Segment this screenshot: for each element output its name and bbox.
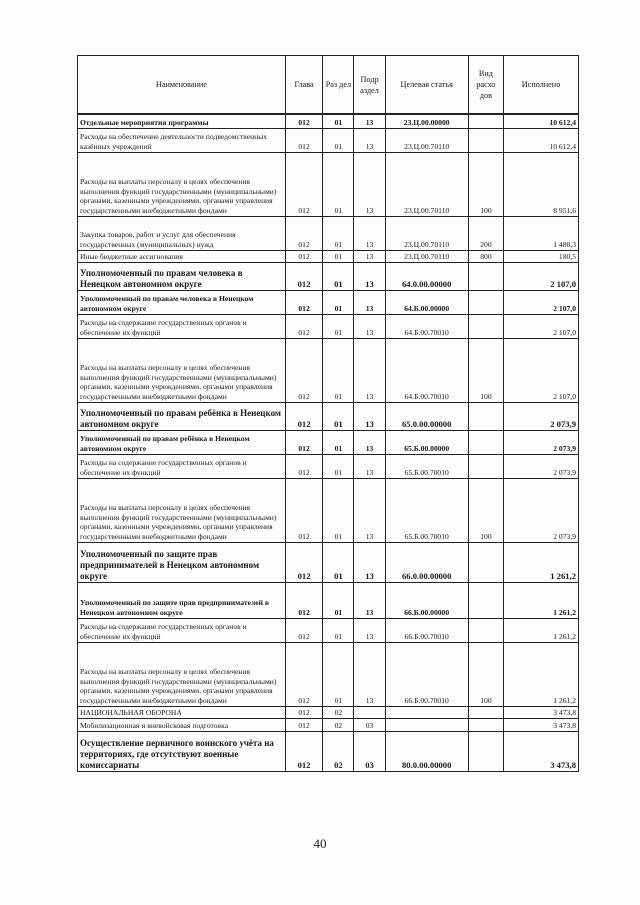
row-target — [385, 718, 468, 731]
row-chapter: 012 — [285, 262, 322, 290]
row-name: НАЦИОНАЛЬНАЯ ОБОРОНА — [78, 706, 286, 718]
row-amount: 10 612,4 — [504, 128, 579, 152]
row-section: 01 — [323, 262, 354, 290]
row-type: 100 — [468, 152, 503, 216]
row-type: 800 — [468, 250, 503, 262]
row-amount: 10 612,4 — [504, 114, 579, 128]
row-chapter: 012 — [285, 430, 322, 454]
row-target: 64.Б.00.70010 — [385, 314, 468, 338]
row-name: Расходы на выплаты персоналу в целях обеспечения выполнения функций государственными (муниципальными) органами, казенными учреждениями, органами управления государственными внебюджетными фондами — [78, 152, 286, 216]
row-name: Уполномоченный по правам человека в Ненецком автономном округе — [78, 262, 286, 290]
row-subsection: 13 — [354, 454, 385, 478]
row-subsection: 13 — [354, 542, 385, 582]
table-row — [78, 152, 579, 216]
row-name: Отдельные мероприятия программы — [78, 114, 286, 128]
row-chapter: 012 — [285, 618, 322, 642]
row-subsection: 03 — [354, 718, 385, 731]
table-row — [78, 478, 579, 542]
row-name: Уполномоченный по защите прав предпринимателей в Ненецком автономном округе — [78, 542, 286, 582]
row-subsection: 13 — [354, 314, 385, 338]
row-target: 23.Ц.00.00000 — [385, 114, 468, 128]
row-section: 02 — [323, 706, 354, 718]
table-row — [78, 430, 579, 454]
row-type — [468, 314, 503, 338]
row-name: Расходы на содержание государственных органов и обеспечение их функций — [78, 454, 286, 478]
table-header-row — [78, 56, 579, 115]
row-target: 66.0.00.00000 — [385, 542, 468, 582]
row-type: 100 — [468, 478, 503, 542]
row-type — [468, 582, 503, 618]
row-chapter: 012 — [285, 114, 322, 128]
table-row — [78, 582, 579, 618]
row-subsection: 13 — [354, 250, 385, 262]
row-target: 23.Ц.00.70110 — [385, 250, 468, 262]
table-row — [78, 314, 579, 338]
row-chapter: 012 — [285, 478, 322, 542]
row-name: Мобилизационная и вневойсковая подготовка — [78, 718, 286, 731]
row-section: 02 — [323, 731, 354, 771]
row-amount: 2 107,0 — [504, 314, 579, 338]
table-row — [78, 706, 579, 718]
row-amount: 3 473,8 — [504, 718, 579, 731]
row-amount: 1 261,2 — [504, 582, 579, 618]
col-header-expense-type: Вид расхо дов — [468, 56, 503, 115]
row-type — [468, 290, 503, 314]
table-row — [78, 542, 579, 582]
row-subsection: 13 — [354, 478, 385, 542]
row-section: 01 — [323, 454, 354, 478]
row-target — [385, 706, 468, 718]
row-chapter: 012 — [285, 216, 322, 250]
row-name: Расходы на выплаты персоналу в целях обеспечения выполнения функций государственными (муниципальными) органами, казенными учреждениями, органами управления государственными внебюджетными фондами — [78, 338, 286, 402]
row-target: 23.Ц.00.70110 — [385, 128, 468, 152]
row-subsection: 13 — [354, 642, 385, 706]
row-name: Расходы на содержание государственных органов и обеспечение их функций — [78, 618, 286, 642]
row-section: 01 — [323, 478, 354, 542]
row-subsection — [354, 706, 385, 718]
row-target: 65.Б.00.00000 — [385, 430, 468, 454]
row-chapter: 012 — [285, 314, 322, 338]
budget-table — [77, 55, 579, 772]
row-amount: 1 480,3 — [504, 216, 579, 250]
col-header-executed: Исполнено — [504, 56, 579, 115]
row-section: 01 — [323, 290, 354, 314]
table-row — [78, 262, 579, 290]
table-row — [78, 250, 579, 262]
table-row — [78, 731, 579, 771]
row-name: Иные бюджетные ассигнования — [78, 250, 286, 262]
row-target: 65.Б.00.70010 — [385, 478, 468, 542]
row-section: 01 — [323, 642, 354, 706]
row-chapter: 012 — [285, 152, 322, 216]
page-number: 40 — [313, 836, 327, 851]
row-amount: 1 261,2 — [504, 542, 579, 582]
row-type: 200 — [468, 216, 503, 250]
row-amount: 2 107,0 — [504, 338, 579, 402]
row-amount: 2 073,9 — [504, 454, 579, 478]
row-type — [468, 542, 503, 582]
row-chapter: 012 — [285, 642, 322, 706]
row-target: 80.0.00.00000 — [385, 731, 468, 771]
row-name: Расходы на содержание государственных органов и обеспечение их функций — [78, 314, 286, 338]
row-section: 01 — [323, 338, 354, 402]
row-name: Расходы на выплаты персоналу в целях обеспечения выполнения функций государственными (муниципальными) органами, казенными учреждениями, органами управления государственными внебюджетными фондами — [78, 642, 286, 706]
row-section: 01 — [323, 216, 354, 250]
row-type — [468, 718, 503, 731]
table-row — [78, 216, 579, 250]
row-target: 66.Б.00.70010 — [385, 642, 468, 706]
row-amount: 2 107,0 — [504, 262, 579, 290]
row-name: Закупка товаров, работ и услуг для обеспечения государственных (муниципальных) нужд — [78, 216, 286, 250]
row-section: 01 — [323, 402, 354, 430]
row-type: 100 — [468, 642, 503, 706]
row-target: 64.Б.00.70010 — [385, 338, 468, 402]
row-type — [468, 430, 503, 454]
row-subsection: 13 — [354, 338, 385, 402]
col-header-section: Раз дел — [323, 56, 354, 115]
row-chapter: 012 — [285, 718, 322, 731]
row-section: 01 — [323, 582, 354, 618]
row-name: Уполномоченный по правам ребёнка в Ненецком автономном округе — [78, 402, 286, 430]
row-amount: 2 107,0 — [504, 290, 579, 314]
row-type — [468, 454, 503, 478]
row-chapter: 012 — [285, 338, 322, 402]
row-type — [468, 262, 503, 290]
row-amount: 8 951,6 — [504, 152, 579, 216]
row-chapter: 012 — [285, 582, 322, 618]
row-subsection: 13 — [354, 152, 385, 216]
row-section: 01 — [323, 152, 354, 216]
col-header-target: Целевая статья — [385, 56, 468, 115]
table-row — [78, 402, 579, 430]
row-subsection: 13 — [354, 114, 385, 128]
row-type — [468, 402, 503, 430]
row-target: 66.Б.00.70010 — [385, 618, 468, 642]
row-section: 01 — [323, 128, 354, 152]
row-amount: 2 073,9 — [504, 478, 579, 542]
row-name: Уполномоченный по защите прав предпринимателей в Ненецком автономном округе — [78, 582, 286, 618]
row-target: 65.0.00.00000 — [385, 402, 468, 430]
row-target: 23.Ц.00.70110 — [385, 152, 468, 216]
table-row — [78, 718, 579, 731]
row-section: 01 — [323, 314, 354, 338]
table-row — [78, 128, 579, 152]
row-subsection: 13 — [354, 582, 385, 618]
row-chapter: 012 — [285, 706, 322, 718]
row-section: 01 — [323, 250, 354, 262]
table-row — [78, 338, 579, 402]
row-name: Осуществление первичного воинского учёта на территориях, где отсутствуют военные комиссариаты — [78, 731, 286, 771]
row-amount: 1 261,2 — [504, 618, 579, 642]
col-header-name: Наименование — [78, 56, 286, 115]
row-subsection: 13 — [354, 430, 385, 454]
row-subsection: 13 — [354, 262, 385, 290]
row-chapter: 012 — [285, 128, 322, 152]
row-target: 23.Ц.00.70110 — [385, 216, 468, 250]
row-subsection: 13 — [354, 402, 385, 430]
row-chapter: 012 — [285, 731, 322, 771]
row-amount: 3 473,8 — [504, 706, 579, 718]
row-type — [468, 618, 503, 642]
row-chapter: 012 — [285, 454, 322, 478]
row-amount: 180,5 — [504, 250, 579, 262]
row-section: 02 — [323, 718, 354, 731]
table-row — [78, 114, 579, 128]
row-type: 100 — [468, 338, 503, 402]
row-chapter: 012 — [285, 542, 322, 582]
row-target: 64.0.00.00000 — [385, 262, 468, 290]
row-name: Расходы на выплаты персоналу в целях обеспечения выполнения функций государственными (муниципальными) органами, казенными учреждениями, органами управления государственными внебюджетными фондами — [78, 478, 286, 542]
row-section: 01 — [323, 114, 354, 128]
row-chapter: 012 — [285, 402, 322, 430]
row-section: 01 — [323, 542, 354, 582]
row-amount: 2 073,9 — [504, 430, 579, 454]
col-header-subsection: Подр аздел — [354, 56, 385, 115]
row-amount: 2 073,9 — [504, 402, 579, 430]
table-row — [78, 642, 579, 706]
col-header-chapter: Глава — [285, 56, 322, 115]
row-amount: 1 261,2 — [504, 642, 579, 706]
row-subsection: 13 — [354, 290, 385, 314]
row-target: 65.Б.00.70010 — [385, 454, 468, 478]
table-row — [78, 454, 579, 478]
row-chapter: 012 — [285, 250, 322, 262]
row-type — [468, 128, 503, 152]
row-name: Расходы на обеспечение деятельности подведомственных казённых учреждений — [78, 128, 286, 152]
row-subsection: 03 — [354, 731, 385, 771]
row-subsection: 13 — [354, 128, 385, 152]
row-type — [468, 706, 503, 718]
table-row — [78, 290, 579, 314]
row-section: 01 — [323, 430, 354, 454]
row-subsection: 13 — [354, 618, 385, 642]
row-type — [468, 114, 503, 128]
row-subsection: 13 — [354, 216, 385, 250]
row-amount: 3 473,8 — [504, 731, 579, 771]
table-row — [78, 618, 579, 642]
row-type — [468, 731, 503, 771]
row-name: Уполномоченный по правам человека в Ненецком автономном округе — [78, 290, 286, 314]
row-target: 66.Б.00.00000 — [385, 582, 468, 618]
row-chapter: 012 — [285, 290, 322, 314]
row-target: 64.Б.00.00000 — [385, 290, 468, 314]
row-section: 01 — [323, 618, 354, 642]
row-name: Уполномоченный по правам ребёнка в Ненецком автономном округе — [78, 430, 286, 454]
